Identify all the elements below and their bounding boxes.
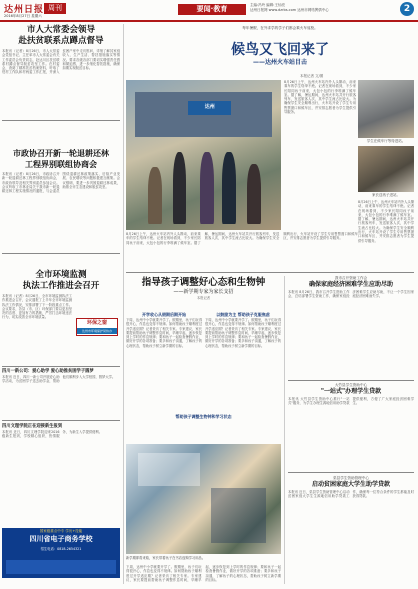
section-title: 帮助孩子调整生物钟和学习状态 xyxy=(175,414,232,419)
brief-yixin-scholarship[interactable] xyxy=(2,369,120,417)
brief-sichuan-university[interactable] xyxy=(2,424,120,524)
kicker-text: 每年暑假，在外求学的学子们都会乘火车返校。 xyxy=(242,26,318,30)
article-headline-line2: 执法工作推进会召开 xyxy=(22,281,100,291)
parenting-subheadline: ——新学期专家为家长支招 xyxy=(173,289,234,295)
brief-kicker: 渠县学生资助管理中心 xyxy=(333,476,369,480)
column-divider xyxy=(288,472,414,473)
column-divider xyxy=(2,120,120,121)
photo-caption: 家长送孩子进站。 xyxy=(372,193,400,197)
column-separator xyxy=(123,24,124,584)
article-body: 本报讯（记者）8月26日，全市环境监测执法工作推进会召开，会议通报了上半年全市环境监测执法工作情况，安排部署了下一阶段重点工作。会议要求，各县（市、区）环保部门要以更加坚决的态度、更加有力的措施，严厉打击环境违法行为，切实改善全市环境质量。 xyxy=(2,294,72,320)
brief-body: 本报讯 8月26日，我市召开学生资助工作会，总结部署学生资助工作，确保家庭经济困难学生应助尽助，不让一个学生因家庭经济困难而失学。 xyxy=(288,290,414,299)
feature-headline-block[interactable] xyxy=(205,42,355,70)
parenting-body-tail: 下周，达州中小学就要开学了。假期里，孩子们玩得很开心，作息也变得不规律。如何帮助孩子顺利度过开学适应期？记者采访了相关专家。专家建议，家长要提前帮助孩子调整作息时间，早睡早起，逐步恢复到上学时的作息规律；要和孩子一起检查暑假作业，做好开学的各项准备；要多和孩子沟通，了解孩子的心理状态，帮助孩子树立新学期的目标。 xyxy=(126,565,281,582)
ad-title: 四川省电子商务学校 xyxy=(29,535,93,543)
parenting-column-2 xyxy=(205,312,281,412)
brief-body: 本报讯 近日，四川文理学院迎来2016级新生报到，学校精心组织，热情服务，为新生入学提供便利。 xyxy=(2,430,103,439)
shopper-group xyxy=(211,488,265,543)
feature-continued xyxy=(126,232,358,268)
article-headline-line1: 市政协召开新一轮退耕还林 xyxy=(13,148,109,158)
parenting-byline: 本报记者 xyxy=(196,296,211,300)
parenting-headline: 指导孩子调整好心态和生物钟 xyxy=(141,277,266,288)
brief-title: 四川一新公司：爱心助学 xyxy=(2,369,50,374)
feature-byline: 本报记者 文/图 xyxy=(300,74,324,78)
traveler-figure xyxy=(173,152,187,224)
ad-contact: 招生电话：0818-2654321 xyxy=(40,547,82,551)
column-divider xyxy=(288,380,414,381)
column-divider xyxy=(2,420,120,421)
tag-caption: 达州市环境保护局协办 xyxy=(77,328,117,334)
article-body: 本报讯（记者）8月26日，市人大常委会党组书记、主任率市人大常委会有关工作委员会负责同志，赴达川区扶贫联系村蹲点督导脱贫攻坚工作。在村委会，查阅了精准扶贫档案资料，听取了驻村工作队和村两委工作汇报，并深入贫困户家中走访慰问，详细了解其家庭收入、生产生活、帮扶措施落实等情况。要求各级各部门要切实增强责任感和紧迫感，进一步细化帮扶措施，确保如期实现脱贫目标。 xyxy=(2,49,120,75)
parents-sendoff-photo[interactable] xyxy=(358,146,414,192)
traveler-figure xyxy=(148,167,162,224)
brief-body: 本报讯 大竹县学生资助中心推行"一站式"服务，为学生办理生源地信用助学贷款提供便利，方便了广大家庭经济困难学生。 xyxy=(288,397,414,406)
parenting-subsection xyxy=(126,414,281,422)
column-divider xyxy=(2,366,120,367)
station-building xyxy=(135,92,271,137)
parenting-column-1 xyxy=(126,312,202,412)
article-headline-line2: 工程界别联组协商会 xyxy=(25,159,97,169)
brief-headline: "一站式"办理学生贷款 xyxy=(320,388,382,395)
waiting-hall-photo[interactable] xyxy=(358,80,414,138)
school-advertisement[interactable] xyxy=(2,528,120,578)
traveler-figure xyxy=(200,152,214,224)
masthead-divider xyxy=(0,20,418,22)
ad-subtitle: 国家级重点中专 学历+技能 xyxy=(39,529,83,533)
photo-caption: 学生在候车厅等待进站。 xyxy=(366,139,406,143)
article-headline-line1: 全市环境监测 xyxy=(35,270,87,280)
brief-kicker: 大竹县学生资助中心 xyxy=(334,383,368,387)
masthead xyxy=(0,0,418,20)
feature-subheadline: ——达州火车站目击 xyxy=(252,59,307,66)
brief-quxian-loans[interactable] xyxy=(288,476,414,584)
parenting-body: 下周，达州中小学就要开学了。假期里，孩子们玩得很开心，作息也变得不规律。如何帮助孩子顺利度过开学适应期？记者采访了相关专家。专家建议，家长要提前帮助孩子调整作息时间，早睡早起，逐步恢复到上学时的作息规律；要和孩子一起检查暑假作业，做好开学的各项准备；要多和孩子沟通，了解孩子的心理状态，帮助孩子树立新学期的目标。 xyxy=(126,318,202,348)
parenting-body: 下周，达州中小学就要开学了。假期里，孩子们玩得很开心，作息也变得不规律。如何帮助孩子顺利度过开学适应期？记者采访了相关专家。专家建议，家长要提前帮助孩子调整作息时间，早睡早起，逐步恢复到上学时的作息规律；要和孩子一起检查暑假作业，做好开学的各项准备；要多和孩子沟通，了解孩子的心理状态，帮助孩子树立新学期的目标。 xyxy=(205,318,281,348)
brief-body: 本报讯 近日，渠县学生资助管理中心启动贫困家庭大学生生源地信用助学贷款工作，确保每一位符合条件的学生都能及时获得贷款。 xyxy=(288,490,414,499)
photo-caption: 新学期即将来临，家长带着孩子在书店选购学习用品。 xyxy=(126,556,206,560)
brief-kicker: 我市召开资助工作会 xyxy=(334,276,368,280)
brief-student-aid-meeting[interactable] xyxy=(288,276,414,376)
brief-dazhu-loans[interactable] xyxy=(288,383,414,469)
feature-body-column xyxy=(284,80,356,230)
section-title: 开学收心从假期后期开始 xyxy=(142,312,186,317)
article-cppcc-forestry[interactable] xyxy=(2,148,120,248)
environment-column-tag xyxy=(76,318,118,336)
bookshelf xyxy=(138,453,200,486)
newspaper-logo[interactable] xyxy=(2,2,102,17)
brief-headline: 启动贫困家庭大学生助学贷款 xyxy=(311,481,390,488)
section-title: 以鼓励为主 帮助孩子克服焦虑 xyxy=(216,312,270,317)
traveler-figure xyxy=(222,152,236,224)
tag-title: 环保之窗 xyxy=(86,320,107,326)
feature-kicker xyxy=(150,26,410,40)
parenting-headline-block[interactable] xyxy=(126,276,281,308)
ad-banner-strip xyxy=(6,560,116,574)
article-body: 本报讯（记者）8月26日，市政协召开新一轮退耕还林工程界别联组协商会，市政协领导及相关界别委员参加会议。会议听取了市林业局关于我市新一轮退耕还林工程实施情况的通报，与会委员围绕退耕还林政策落实、后续产业发展、农民增收等问题积极建言献策。会议强调，要进一步巩固退耕还林成果，助推全市生态建设和脱贫攻坚。 xyxy=(2,172,120,194)
brief-headline: 确保家庭经济困难学生应助尽助 xyxy=(308,281,393,288)
page-number-badge: 2 xyxy=(400,2,414,16)
masthead-info xyxy=(250,3,390,13)
train-station-photo[interactable] xyxy=(126,80,281,230)
logo-badge: 周刊 xyxy=(44,3,66,14)
section-divider xyxy=(126,272,414,273)
section-tab: 要闻·教育 xyxy=(178,4,246,15)
column-divider xyxy=(2,253,120,254)
brief-headline: 四川文理学院正在迎接新生报到 xyxy=(2,424,63,429)
traveler-figure xyxy=(247,164,261,224)
brief-subtitle: 爱心助推贫困学子圆梦 xyxy=(50,369,94,374)
bookstore-photo[interactable] xyxy=(126,444,281,554)
parenting-tail xyxy=(126,565,281,585)
feature-side-body: 8月26日上午，达州火车站内外人头攒动，前来乘车的学生络绎不绝。记者在现场看到，不少家长陪同孩子前来，大包小包的行李堆满了候车室。据了解，暑运期间，达州火车站共开行旅客列车，发送旅客人次，其中学生流占比较大。为确保学生安全顺利出行，火车站开设了学生专用售票窗口和候车区，并安排志愿者为学生提供引导服务。 xyxy=(358,200,414,243)
article-headline-line1: 市人大常委会领导 xyxy=(26,25,95,35)
feature-side-text xyxy=(358,200,414,260)
station-sign xyxy=(188,101,231,115)
column-separator xyxy=(284,276,285,584)
editor-line: 主编:冯玲 编辑:王仙亮 xyxy=(250,3,285,7)
article-environment-monitoring[interactable] xyxy=(2,270,120,360)
article-npc-supervision[interactable] xyxy=(2,25,120,120)
website-line: 达州日报网 www.dzrbs.com 达州市网络舆情中心 xyxy=(250,8,329,12)
issue-date: 2016年8月27日 星期六 xyxy=(4,14,42,18)
feature-body-continued: 8月26日上午，达州火车站内外人头攒动，前来乘车的学生络绎不绝。记者在现场看到，不少家长陪同孩子前来，大包小包的行李堆满了候车室。据了解，暑运期间，达州火车站共开行旅客列车，发送旅客人次，其中学生流占比较大。为确保学生安全顺利出行，火车站开设了学生专用售票窗口和候车区，并安排志愿者为学生提供引导服务。 xyxy=(126,232,358,245)
brief-body: 本报讯 近日，四川一新公司开展爱心助学活动，为贫困学子送去助学金，帮助他们顺利步入大学校园，圆梦大学。 xyxy=(2,375,116,384)
logo-text: 达州日报 xyxy=(4,5,45,15)
feature-headline: 候鸟又飞回来了 xyxy=(231,42,329,58)
article-headline-line2: 赴扶贫联系点蹲点督导 xyxy=(18,36,104,46)
feature-body: 8月26日上午，达州火车站内外人头攒动，前来乘车的学生络绎不绝。记者在现场看到，不少家长陪同孩子前来，大包小包的行李堆满了候车室。据了解，暑运期间，达州火车站共开行旅客列车，发送旅客人次，其中学生流占比较大。为确保学生安全顺利出行，火车站开设了学生专用售票窗口和候车区，并安排志愿者为学生提供引导服务。 xyxy=(284,80,356,115)
station-sign-text: 达州 xyxy=(204,104,215,110)
